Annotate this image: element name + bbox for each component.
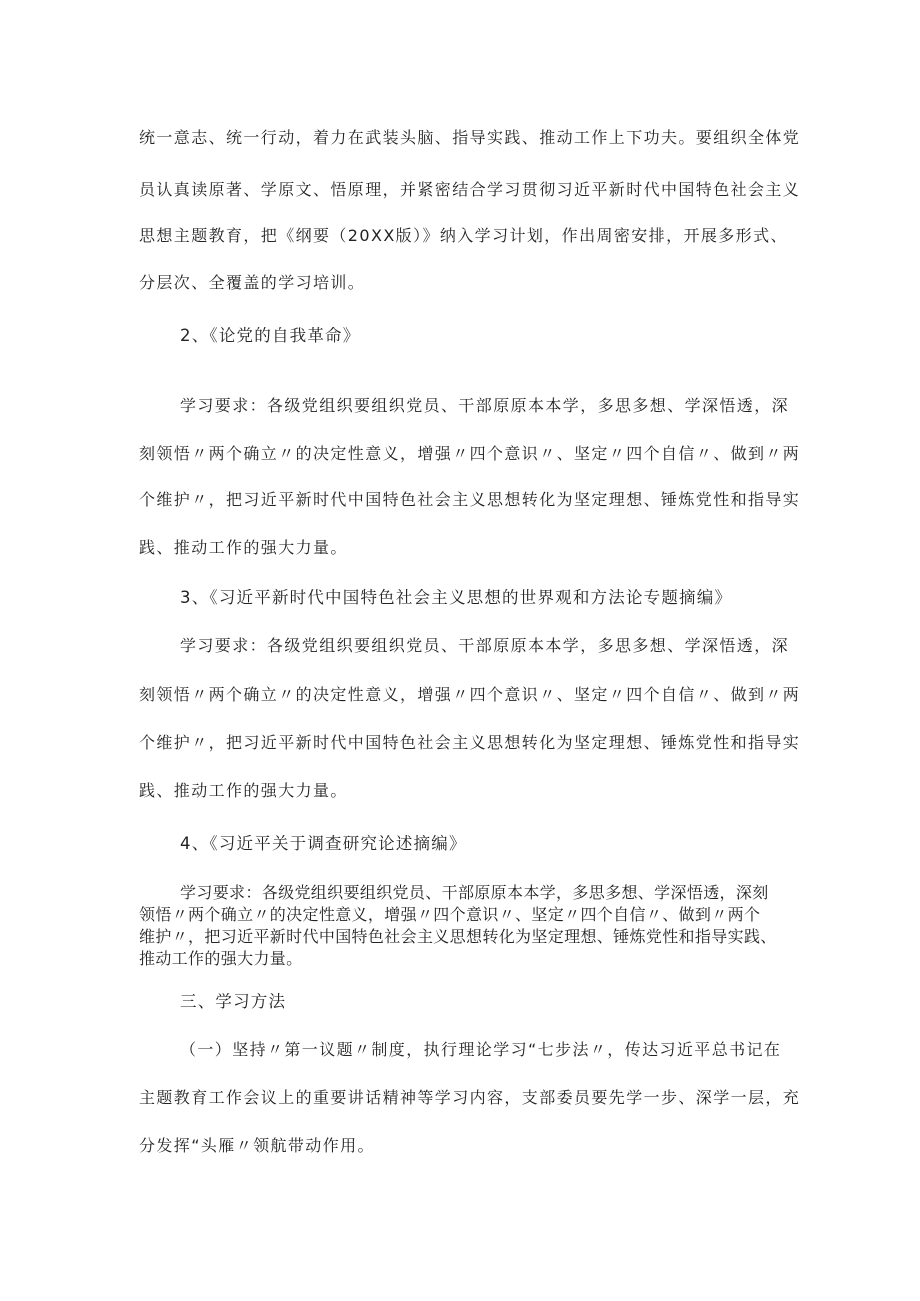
text-line: 刻领悟〃两个确立〃的决定性意义，增强〃四个意识〃、坚定〃四个自信〃、做到〃两 [139,444,801,463]
text-line: 员认真读原著、学原文、悟原理，并紧密结合学习贯彻习近平新时代中国特色社会主义 [139,180,801,199]
text-line: 个维护〃，把习近平新时代中国特色社会主义思想转化为坚定理想、锤炼党性和指导实 [139,490,801,509]
text-line: 刻领悟〃两个确立〃的决定性意义，增强〃四个意识〃、坚定〃四个自信〃、做到〃两 [139,685,801,704]
text-line: 主题教育工作会议上的重要讲话精神等学习内容，支部委员要先学一步、深学一层，充 [139,1088,801,1107]
text-line: 践、推动工作的强大力量。 [139,781,348,800]
item-heading: 4、《习近平关于调查研究论述摘编》 [180,834,467,853]
text-line: 领悟〃两个确立〃的决定性意义，增强〃四个意识〃、坚定〃四个自信〃、做到〃两个 [139,905,761,924]
text-line: 思想主题教育，把《纲要（20XX版）》纳入学习计划，作出周密安排，开展多形式、 [139,226,788,245]
text-line: 分发挥“头雁〃领航带动作用。 [139,1136,375,1155]
text-line: （一）坚持〃第一议题〃制度，执行理论学习“七步法〃，传达习近平总书记在 [180,1040,782,1059]
text-line: 推动工作的强大力量。 [139,949,303,968]
text-line: 践、推动工作的强大力量。 [139,538,348,557]
section-title: 三、学习方法 [180,992,287,1011]
text-line: 个维护〃，把习近平新时代中国特色社会主义思想转化为坚定理想、锤炼党性和指导实 [139,733,801,752]
text-line: 学习要求：各级党组织要组织党员、干部原原本本学，多思多想、学深悟透，深刻 [180,883,769,902]
text-line: 学习要求：各级党组织要组织党员、干部原原本本学，多思多想、学深悟透，深 [180,396,790,415]
text-line: 维护〃，把习近平新时代中国特色社会主义思想转化为坚定理想、锤炼党性和指导实践、 [139,927,777,946]
item-heading: 3、《习近平新时代中国特色社会主义思想的世界观和方法论专题摘编》 [180,588,733,607]
text-line: 分层次、全覆盖的学习培训。 [139,273,366,292]
text-line: 统一意志、统一行动，着力在武装头脑、指导实践、推动工作上下功夫。要组织全体党 [139,128,801,147]
text-line: 学习要求：各级党组织要组织党员、干部原原本本学，多思多想、学深悟透，深 [180,636,790,655]
item-heading: 2、《论党的自我革命》 [180,326,361,345]
